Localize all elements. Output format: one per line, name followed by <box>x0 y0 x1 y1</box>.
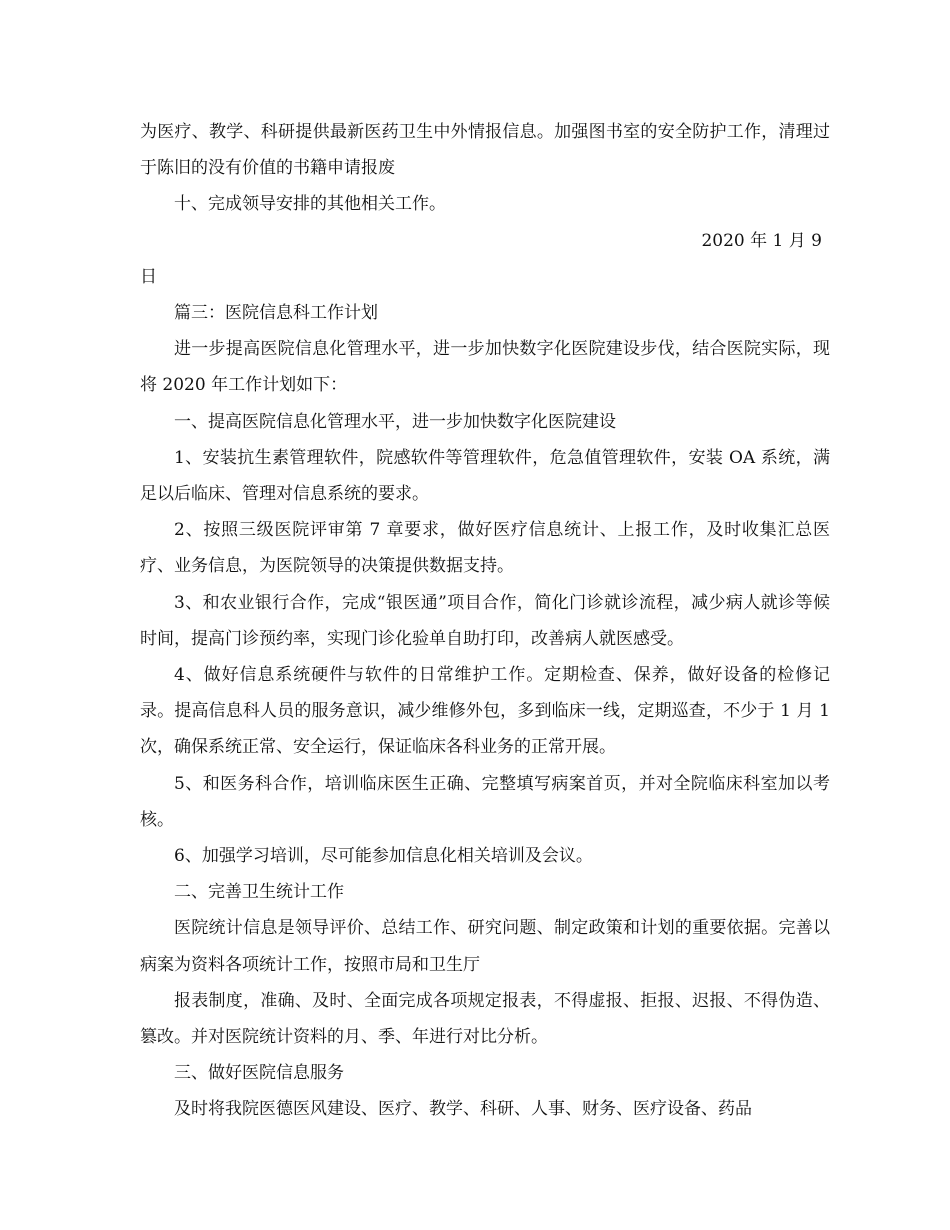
document-body <box>140 114 830 1128</box>
section-title: 篇三：医院信息科工作计划 <box>174 303 378 324</box>
paragraph-reports: 报表制度，准确、及时、全面完成各项规定报表，不得虚报、拒报、迟报、不得伪造、篡改。并对医院统计资料的月、季、年进行对比分析。 <box>140 990 830 1048</box>
paragraph-intro: 进一步提高医院信息化管理水平，进一步加快数字化医院建设步伐，结合医院实际，现将 2020 年工作计划如下： <box>140 339 830 396</box>
list-item-5: 5、和医务科合作，培训临床医生正确、完整填写病案首页，并对全院临床科室加以考核。 <box>140 773 830 830</box>
list-item-4: 4、做好信息系统硬件与软件的日常维护工作。定期检查、保养，做好设备的检修记录。提高信息科人员的服务意识，减少维修外包，多到临床一线，定期巡查，不少于 1 月 1 次，确保系统正常、安全运行，保证临床各科业务的正常开展。 <box>140 665 830 758</box>
heading-one: 一、提高医院信息化管理水平，进一步加快数字化医院建设 <box>174 411 616 432</box>
paragraph-item-ten: 十、完成领导安排的其他相关工作。 <box>174 194 446 215</box>
heading-two: 二、完善卫生统计工作 <box>174 882 344 903</box>
paragraph-info-service: 及时将我院医德医风建设、医疗、教学、科研、人事、财务、医疗设备、药品 <box>174 1099 752 1120</box>
heading-three: 三、做好医院信息服务 <box>174 1063 344 1084</box>
paragraph-library-duties: 为医疗、教学、科研提供最新医药卫生中外情报信息。加强图书室的安全防护工作，清理过于陈旧的没有价值的书籍申请报废 <box>140 122 830 179</box>
list-item-1: 1、安装抗生素管理软件，院感软件等管理软件，危急值管理软件，安装 OA 系统，满足以后临床、管理对信息系统的要求。 <box>140 447 830 505</box>
paragraph-statistics: 医院统计信息是领导评价、总结工作、研究问题、制定政策和计划的重要依据。完善以病案为资料各项统计工作，按照市局和卫生厅 <box>140 918 830 975</box>
list-item-3: 3、和农业银行合作，完成“银医通”项目合作，简化门诊就诊流程，减少病人就诊等候时间，提高门诊预约率，实现门诊化验单自助打印，改善病人就医感受。 <box>140 592 830 649</box>
list-item-2: 2、按照三级医院评审第 7 章要求，做好医疗信息统计、上报工作，及时收集汇总医疗、业务信息，为医院领导的决策提供数据支持。 <box>140 520 830 577</box>
list-item-6: 6、加强学习培训，尽可能参加信息化相关培训及会议。 <box>174 846 593 867</box>
date-line: 2020 年 1 月 9 <box>701 230 822 251</box>
date-line-continued: 日 <box>140 266 157 287</box>
